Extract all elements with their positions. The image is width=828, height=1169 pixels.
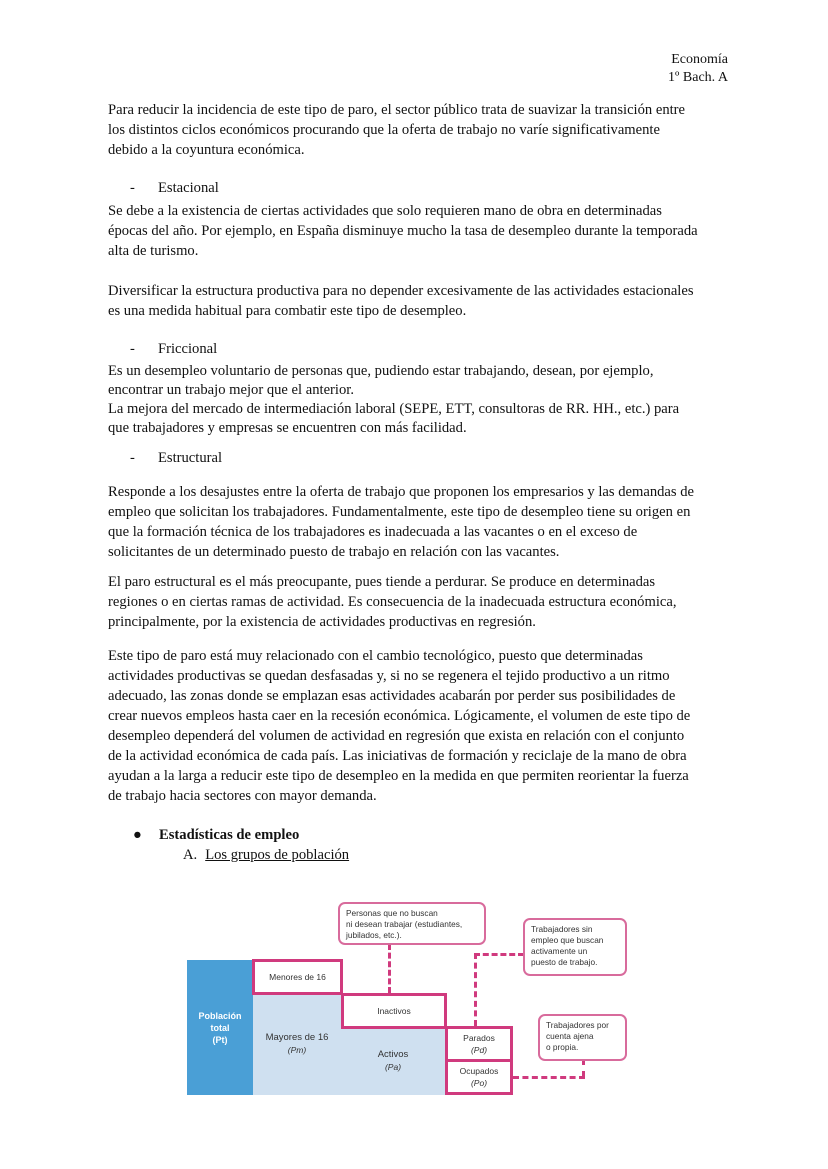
dashed-connector — [582, 1059, 585, 1077]
label: Parados — [463, 1033, 495, 1043]
text-line: actividades productivas se quedan desfasadas y, si no se regenera el tejido productivo a un ritmo — [108, 668, 670, 684]
mayores-box — [253, 993, 341, 1095]
text-line: Se debe a la existencia de ciertas actividades que solo requieren mano de obra en determinadas — [108, 203, 662, 219]
subheading — [183, 847, 349, 864]
label: Activos — [377, 1048, 409, 1060]
abbr: (Pa) — [384, 1061, 402, 1072]
text-line: épocas del año. Por ejemplo, en España disminuye mucho la tasa de desempleo durante la temporada — [108, 223, 698, 239]
paragraph-estructural-3 — [108, 646, 733, 806]
paragraph-friccional — [108, 362, 733, 438]
text-line: empleo que buscan — [531, 935, 604, 945]
subheading-text: Los grupos de población — [205, 847, 350, 863]
text-line: regiones o en ciertas ramas de actividad. Es consecuencia de la inadecuada estructura económica, — [108, 594, 677, 610]
dashed-connector — [388, 944, 391, 993]
text-line: es una medida habitual para combatir este tipo de desempleo. — [108, 303, 467, 319]
heading-text: Friccional — [158, 341, 218, 357]
text-line: Responde a los desajustes entre la oferta de trabajo que proponen los empresarios y las demandas de — [108, 484, 694, 500]
heading-text: Estructural — [158, 450, 223, 466]
text-line: Personas que no buscan — [346, 908, 438, 918]
label: Ocupados — [459, 1066, 499, 1076]
label: (Pt) — [212, 1034, 228, 1045]
abbr: (Pd) — [470, 1045, 488, 1055]
text-line: adecuado, las zonas donde se emplazan esas actividades acabarán por perder sus posibilidades de — [108, 688, 676, 704]
text-line: solicitantes de un determinado puesto de trabajo en relación con las vacantes. — [108, 544, 560, 560]
label: Inactivos — [377, 1006, 411, 1016]
callout-inactivos — [338, 902, 486, 945]
header-course: 1º Bach. A — [668, 70, 728, 85]
dash-marker: - — [130, 341, 135, 357]
text-line: o propia. — [546, 1042, 579, 1052]
heading-text: Estadísticas de empleo — [159, 827, 300, 843]
bullet-heading — [133, 827, 299, 844]
list-marker: A. — [183, 847, 198, 863]
dashed-connector — [513, 1076, 585, 1079]
callout-parados — [523, 918, 627, 976]
header-subject: Economía — [671, 52, 728, 67]
text-line: La mejora del mercado de intermediación laboral (SEPE, ETT, consultoras de RR. HH., etc.) para — [108, 401, 680, 417]
paragraph-estacional-1 — [108, 201, 733, 261]
paragraph-estacional-2 — [108, 281, 733, 321]
text-line: ayudan a la larga a reducir este tipo de desempleo en la medida en que permiten reorientar la fuerza — [108, 768, 689, 784]
dash-marker: - — [130, 450, 135, 466]
text-line: Es un desempleo voluntario de personas que, pudiendo estar trabajando, desean, por ejemplo, — [108, 363, 654, 379]
text-line: encontrar un trabajo mejor que el anterior. — [108, 382, 354, 398]
text-line: alta de turismo. — [108, 243, 199, 259]
heading-estructural — [130, 450, 222, 467]
label: Menores de 16 — [269, 972, 326, 982]
paragraph-estructural-1 — [108, 482, 733, 562]
text-line: que trabajadores y empresas se encuentren con más facilidad. — [108, 420, 467, 436]
text-line: activamente un — [531, 946, 588, 956]
ocupados-box — [445, 1059, 513, 1095]
poblacion-total-box — [187, 960, 253, 1095]
abbr: (Pm) — [287, 1045, 307, 1055]
heading-friccional — [130, 341, 217, 358]
parados-box — [445, 1026, 513, 1062]
text-line: desempleo dependerá del volumen de actividad en regresión que exista en relación con el conjunto — [108, 728, 685, 744]
text-line: crear nuevos empleos hasta caer en la recesión económica. Lógicamente, el volumen de este tipo de — [108, 708, 691, 724]
activos-box — [341, 1026, 445, 1095]
text-line: de trabajo hacia sectores con mayor demanda. — [108, 788, 377, 804]
text-line: los distintos ciclos económicos procurando que la oferta de trabajo no varíe significativamente — [108, 122, 660, 138]
text-line: Trabajadores por — [546, 1020, 609, 1030]
abbr: (Po) — [470, 1078, 488, 1088]
paragraph-intro — [108, 100, 733, 160]
text-line: principalmente, por la existencia de actividades productivas en regresión. — [108, 614, 536, 630]
text-line: cuenta ajena — [546, 1031, 594, 1041]
label: Mayores de 16 — [265, 1032, 329, 1043]
dash-marker: - — [130, 180, 135, 196]
text-line: ni desean trabajar (estudiantes, — [346, 919, 463, 929]
text-line: El paro estructural es el más preocupante, pues tiende a perdurar. Se produce en determinadas — [108, 574, 656, 590]
bullet-marker: ● — [133, 827, 142, 843]
label: total — [210, 1022, 230, 1033]
heading-text: Estacional — [158, 180, 219, 196]
paragraph-estructural-2 — [108, 572, 733, 632]
inactivos-box — [341, 993, 447, 1029]
text-line: Trabajadores sin — [531, 924, 593, 934]
text-line: Este tipo de paro está muy relacionado con el cambio tecnológico, puesto que determinadas — [108, 648, 643, 664]
callout-ocupados — [538, 1014, 627, 1061]
text-line: empleo que solicitan los trabajadores. Fundamentalmente, este tipo de desempleo tiene su origen en — [108, 504, 691, 520]
text-line: Diversificar la estructura productiva para no depender excesivamente de las actividades estacionales — [108, 283, 694, 299]
text-line: Para reducir la incidencia de este tipo de paro, el sector público trata de suavizar la transición entre — [108, 102, 686, 118]
menores-box — [252, 959, 343, 995]
text-line: puesto de trabajo. — [531, 957, 598, 967]
label: Población — [198, 1010, 242, 1021]
text-line: jubilados, etc.). — [346, 930, 402, 940]
text-line: debido a la coyuntura económica. — [108, 142, 305, 158]
heading-estacional — [130, 180, 219, 197]
text-line: que la formación técnica de los trabajadores es inadecuada a las vacantes o en el exceso de — [108, 524, 638, 540]
dashed-connector — [474, 953, 524, 956]
dashed-connector — [474, 953, 477, 1026]
header — [668, 51, 728, 87]
text-line: de la actividad económica de cada país. Las iniciativas de formación y reciclaje de la mano de obra — [108, 748, 687, 764]
